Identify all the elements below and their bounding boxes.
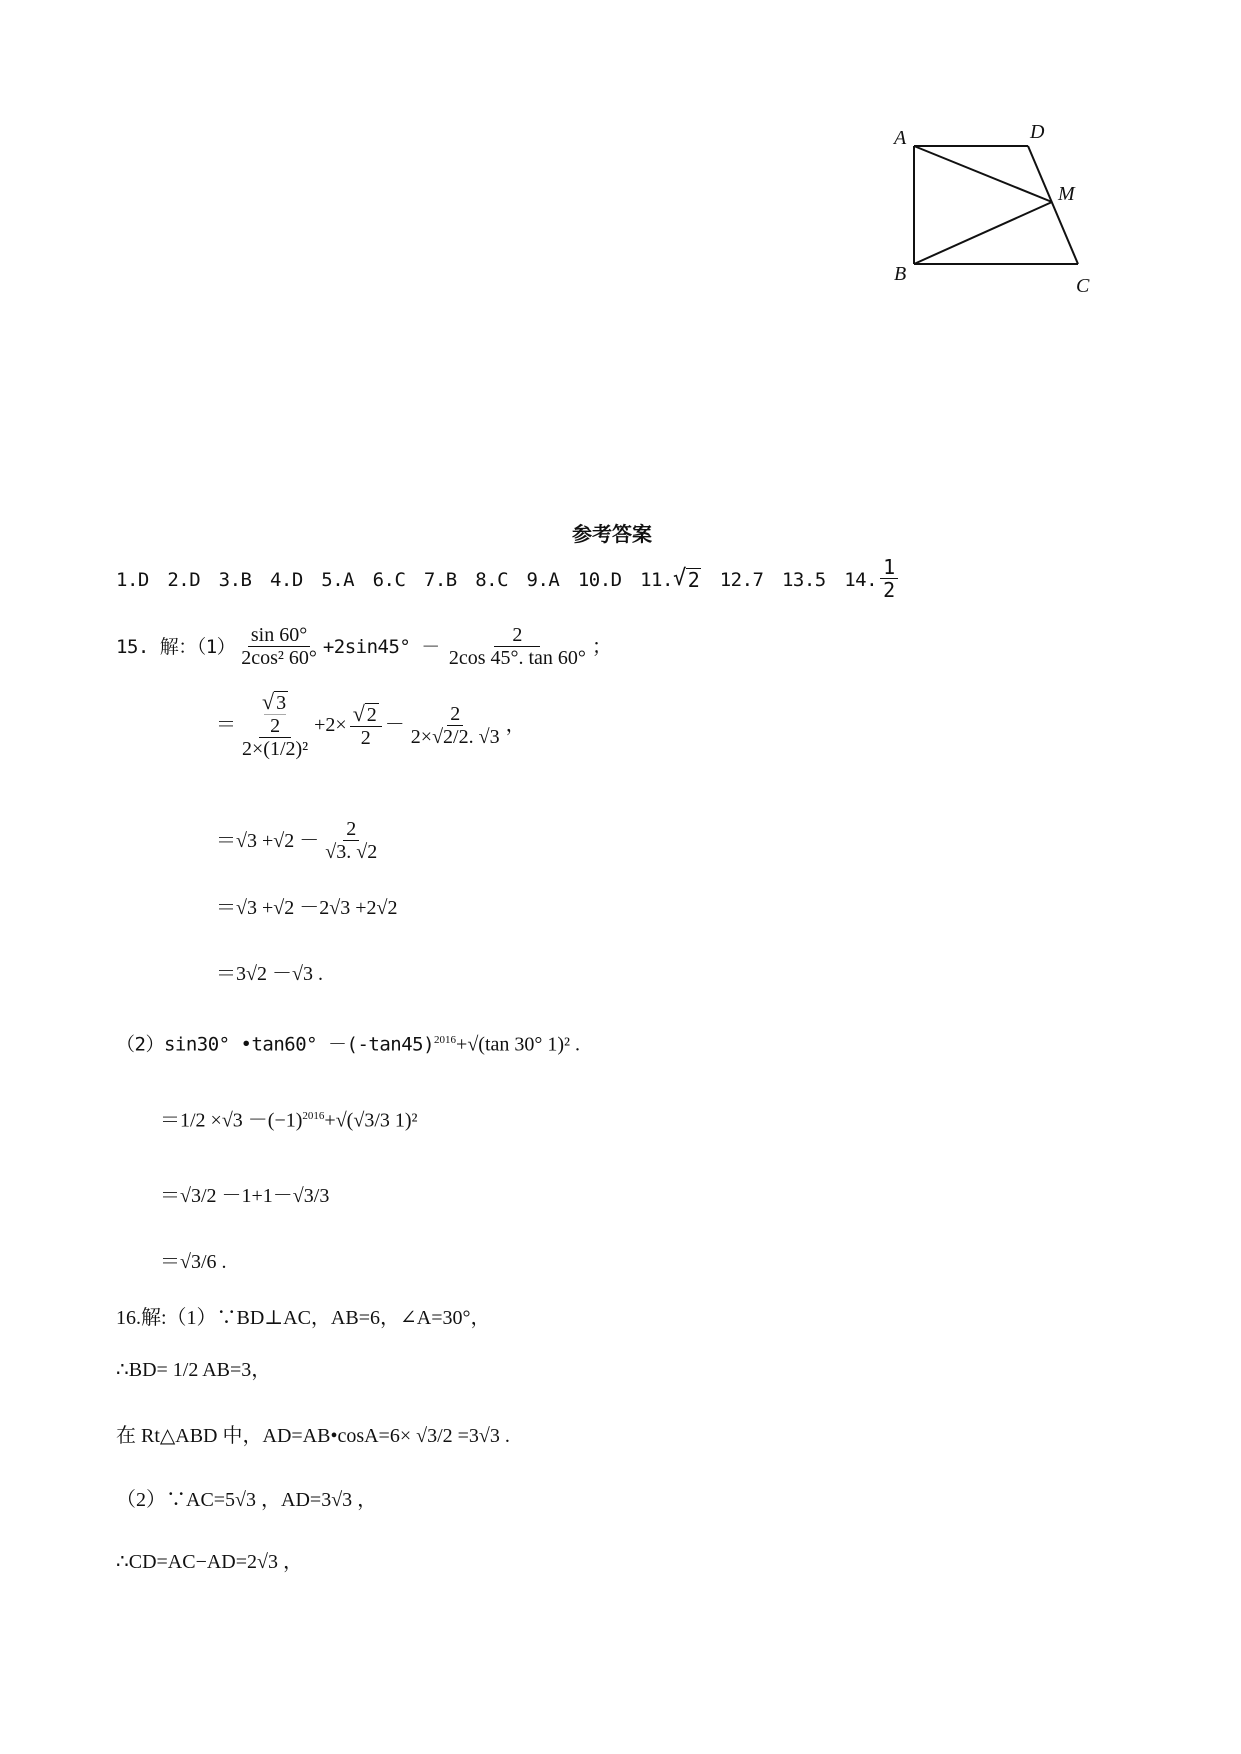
q15-step4: ＝3√2 －√3 . <box>216 963 323 985</box>
step1-frac-b: √ 2 2 <box>350 701 382 748</box>
answer-key-choices: 1.D 2.D 3.B 4.D 5.A 6.C 7.B 8.C 9.A 10.D 11. <box>116 569 673 591</box>
q15-t2: ＝√3/2 －1+1－√3/3 <box>160 1185 330 1207</box>
answer-key-line <box>116 556 901 601</box>
answer-key-mid: 12.7 13.5 14. <box>701 569 878 591</box>
q15-part2 <box>116 1028 580 1057</box>
q15-frac1 <box>238 624 320 669</box>
step1-frac-c-num: 2 <box>447 703 463 726</box>
q15-part1 <box>116 624 612 669</box>
t1-exp: 2016 <box>302 1110 325 1122</box>
label-c: C <box>1076 275 1090 297</box>
q16-line2: ∴BD= 1/2 AB=3， <box>116 1359 272 1381</box>
step1-sqrt3: √ 3 <box>262 689 287 714</box>
q15-step3: ＝√3 +√2 －2√3 +2√2 <box>216 897 398 919</box>
part2-rest: +√(tan 30° 1)² . <box>456 1033 581 1056</box>
q15-frac2-den: 2cos 45°. tan 60° <box>448 647 586 669</box>
label-m: M <box>1058 183 1075 205</box>
t1-rest: +√(√3/3 1)² <box>324 1109 418 1132</box>
step1-inner-den: 2 <box>264 714 286 737</box>
t1-text: ＝1/2 ×√3 －(−1) <box>160 1109 303 1132</box>
q15-frac1-den: 2cos² 60° <box>241 647 317 669</box>
q14-fraction <box>880 556 898 601</box>
q16-line4: （2）∵AC=5√3 ，AD=3√3 ， <box>116 1489 378 1511</box>
q14-den: 2 <box>883 578 895 602</box>
q15-frac2 <box>446 624 589 669</box>
q15-frac1-num: sin 60° <box>248 624 310 647</box>
step2-frac <box>322 818 380 863</box>
step1-frac-c-den: 2×√2/2. √3 <box>410 725 500 748</box>
step1-frac-b-den: 2 <box>360 726 371 749</box>
q16-line3: 在 Rt△ABD 中，AD=AB•cosA=6× √3/2 =3√3 . <box>116 1425 510 1447</box>
step1-frac-c <box>408 703 503 748</box>
q15-end: ； <box>591 635 612 658</box>
step1-frac-a <box>239 690 311 760</box>
answers-title: 参考答案 <box>572 522 652 546</box>
step2-text: ＝√3 +√2 － <box>216 829 320 852</box>
label-a: A <box>894 127 907 149</box>
step1-eq: ＝ <box>216 714 236 736</box>
trapezoid-figure <box>880 120 1130 310</box>
step1-minus: － <box>384 714 405 736</box>
edge-dc <box>1028 146 1078 264</box>
q15-label: 15. 解：（1） <box>116 635 236 658</box>
step1-den: 2×(1/2)² <box>242 738 309 760</box>
step2-frac-den: √3. √2 <box>325 841 378 863</box>
step1-sqrt3-rad: 3 <box>276 692 287 714</box>
q15-step1 <box>216 690 526 760</box>
q15-frac2-num: 2 <box>494 624 540 647</box>
q15-t1 <box>160 1104 418 1133</box>
step1-plus: +2× <box>314 714 347 736</box>
part2-text: （2）sin30° •tan60° －(-tan45) <box>116 1033 435 1056</box>
label-d: D <box>1030 121 1045 143</box>
label-b: B <box>894 263 907 285</box>
q16-line1: 16.解:（1）∵BD⊥AC，AB=6，∠A=30°， <box>116 1307 491 1329</box>
q15-step2 <box>216 818 383 863</box>
q15-t3: ＝√3/6 . <box>160 1251 227 1273</box>
q16-line5: ∴CD=AC−AD=2√3 ， <box>116 1551 303 1573</box>
q14-num: 1 <box>880 556 898 579</box>
q11-radicand: 2 <box>687 567 700 592</box>
step1-end: ， <box>505 714 526 736</box>
step2-frac-num: 2 <box>343 818 359 841</box>
q15-mid: +2sin45° － <box>322 635 440 658</box>
part2-exp: 2016 <box>434 1034 457 1046</box>
segment-bm <box>914 202 1052 264</box>
q11-sqrt: √ 2 <box>672 565 700 592</box>
step1-sqrt2-rad: 2 <box>366 703 377 726</box>
